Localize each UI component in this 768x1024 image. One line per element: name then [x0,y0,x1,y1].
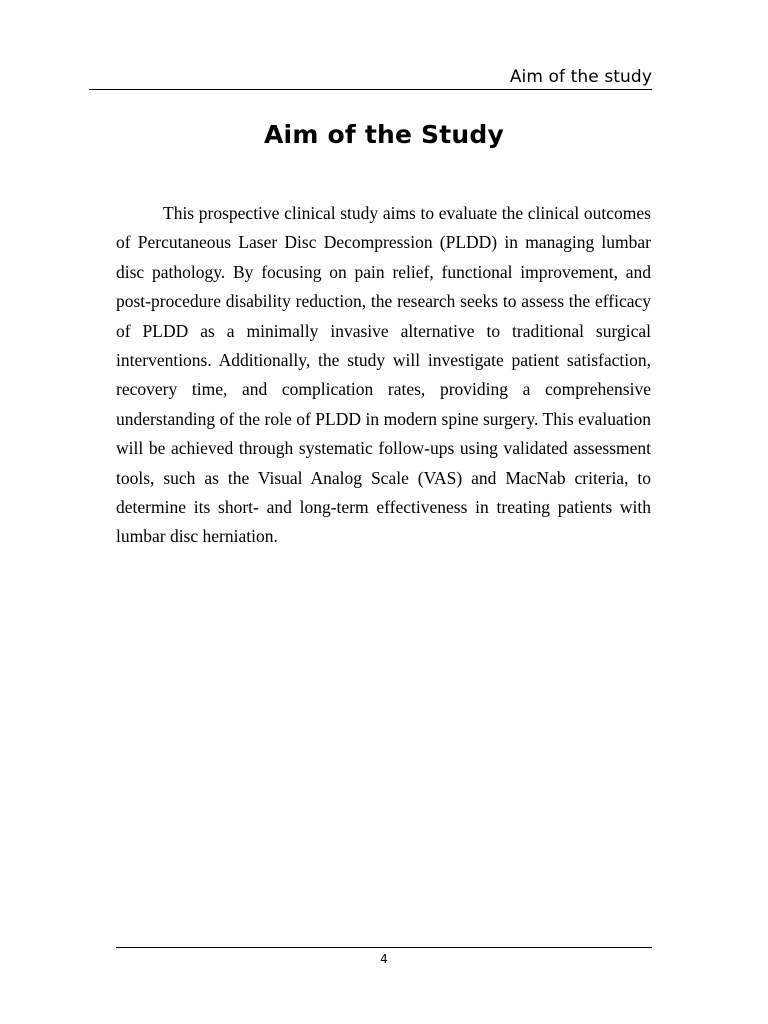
footer-rule [116,947,652,948]
body-paragraph: This prospective clinical study aims to evaluate the clinical outcomes of Percutaneous Laser Disc Decompression (PLDD) in managing lumbar disc pathology. By focusing on pain relief, functional improvement, and post-procedure disability reduction, the research seeks to assess the efficacy of PLDD as a minimally invasive alternative to traditional surgical interventions. Additionally, the study will investigate patient satisfaction, recovery time, and complication rates, providing a comprehensive understanding of the role of PLDD in modern spine surgery. This evaluation will be achieved through systematic follow-ups using validated assessment tools, such as the Visual Analog Scale (VAS) and MacNab criteria, to determine its short- and long-term effectiveness in treating patients with lumbar disc herniation. [116,203,651,547]
page-number: 4 [380,952,388,966]
running-header: Aim of the study [509,67,652,87]
header-rule [89,89,652,90]
page-title: Aim of the Study [264,120,504,149]
